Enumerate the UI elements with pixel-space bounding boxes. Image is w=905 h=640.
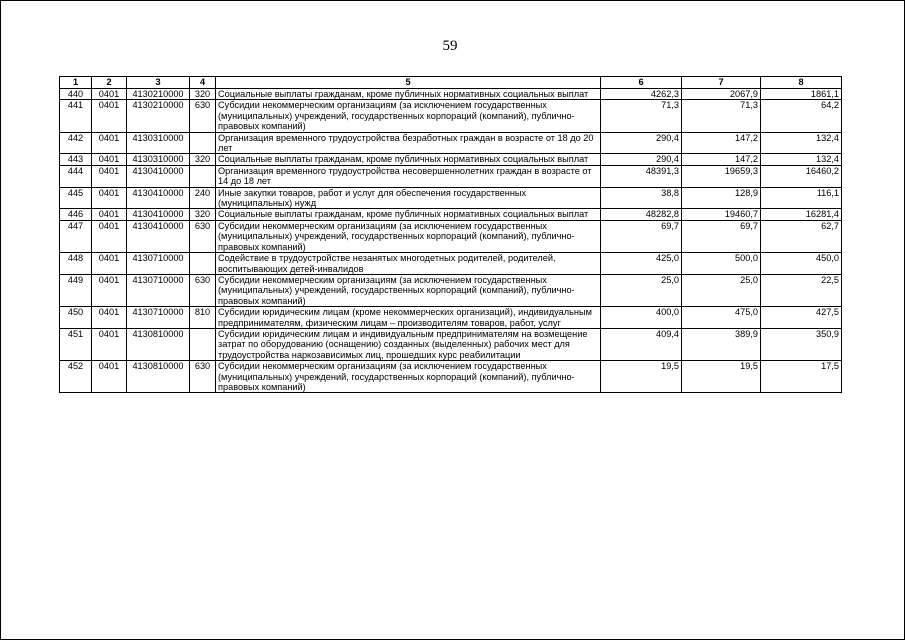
target-article-cell: 4130310000: [127, 132, 190, 154]
amount-col7-cell: 19,5: [682, 361, 761, 393]
column-header: 5: [216, 77, 601, 89]
amount-col8-cell: 1861,1: [761, 89, 842, 100]
expense-type-cell: [190, 328, 216, 360]
amount-col6-cell: 48391,3: [601, 165, 682, 187]
amount-col8-cell: 62,7: [761, 220, 842, 252]
amount-col8-cell: 16460,2: [761, 165, 842, 187]
amount-col8-cell: 132,4: [761, 132, 842, 154]
amount-col7-cell: 500,0: [682, 253, 761, 275]
description-cell: Социальные выплаты гражданам, кроме публичных нормативных социальных выплат: [216, 89, 601, 100]
amount-col8-cell: 22,5: [761, 274, 842, 306]
section-code-cell: 0401: [92, 307, 127, 329]
page-number: 59: [442, 38, 458, 54]
target-article-cell: 4130710000: [127, 253, 190, 275]
table-row: [60, 274, 842, 306]
column-header: 1: [60, 77, 92, 89]
row-number-cell: 441: [60, 100, 92, 132]
amount-col6-cell: 409,4: [601, 328, 682, 360]
table-row: [60, 253, 842, 275]
row-number-cell: 448: [60, 253, 92, 275]
target-article-cell: 4130410000: [127, 165, 190, 187]
row-number-cell: 445: [60, 187, 92, 209]
expense-type-cell: 240: [190, 187, 216, 209]
column-header: 2: [92, 77, 127, 89]
table-row: [60, 154, 842, 165]
amount-col8-cell: 350,9: [761, 328, 842, 360]
target-article-cell: 4130410000: [127, 209, 190, 220]
section-code-cell: 0401: [92, 253, 127, 275]
target-article-cell: 4130710000: [127, 274, 190, 306]
expense-type-cell: 630: [190, 361, 216, 393]
expense-type-cell: 320: [190, 209, 216, 220]
description-cell: Иные закупки товаров, работ и услуг для обеспечения государственных (муниципальных) нужд: [216, 187, 601, 209]
amount-col8-cell: 132,4: [761, 154, 842, 165]
row-number-cell: 443: [60, 154, 92, 165]
target-article-cell: 4130210000: [127, 89, 190, 100]
amount-col6-cell: 48282,8: [601, 209, 682, 220]
section-code-cell: 0401: [92, 165, 127, 187]
description-cell: Субсидии юридическим лицам (кроме некоммерческих организаций), индивидуальным предпринимателям, физическим лицам – производителям товаров, работ, услуг: [216, 307, 601, 329]
target-article-cell: 4130410000: [127, 187, 190, 209]
row-number-cell: 451: [60, 328, 92, 360]
section-code-cell: 0401: [92, 209, 127, 220]
expense-type-cell: 810: [190, 307, 216, 329]
amount-col6-cell: 290,4: [601, 154, 682, 165]
expense-type-cell: 320: [190, 89, 216, 100]
table-row: [60, 361, 842, 393]
description-cell: Организация временного трудоустройства несовершеннолетних граждан в возрасте от 14 до 18 лет: [216, 165, 601, 187]
amount-col7-cell: 475,0: [682, 307, 761, 329]
expense-type-cell: [190, 253, 216, 275]
expense-type-cell: 630: [190, 274, 216, 306]
description-cell: Субсидии юридическим лицам и индивидуальным предпринимателям на возмещение затрат по оборудованию (оснащению) созданных (выделенных) рабочих мест для трудоустройства наркозависимых лиц, прошедших курс реабилитации: [216, 328, 601, 360]
table-row: [60, 307, 842, 329]
expense-type-cell: [190, 165, 216, 187]
expense-type-cell: 630: [190, 220, 216, 252]
amount-col8-cell: 17,5: [761, 361, 842, 393]
amount-col7-cell: 2067,9: [682, 89, 761, 100]
table-row: [60, 132, 842, 154]
amount-col6-cell: 290,4: [601, 132, 682, 154]
amount-col8-cell: 116,1: [761, 187, 842, 209]
section-code-cell: 0401: [92, 187, 127, 209]
target-article-cell: 4130710000: [127, 307, 190, 329]
row-number-cell: 444: [60, 165, 92, 187]
table-row: [60, 89, 842, 100]
description-cell: Социальные выплаты гражданам, кроме публичных нормативных социальных выплат: [216, 209, 601, 220]
expense-type-cell: 320: [190, 154, 216, 165]
target-article-cell: 4130410000: [127, 220, 190, 252]
table-row: [60, 209, 842, 220]
description-cell: Содействие в трудоустройстве незанятых многодетных родителей, родителей, воспитывающих детей-инвалидов: [216, 253, 601, 275]
target-article-cell: 4130210000: [127, 100, 190, 132]
amount-col7-cell: 69,7: [682, 220, 761, 252]
amount-col8-cell: 64,2: [761, 100, 842, 132]
amount-col7-cell: 19659,3: [682, 165, 761, 187]
amount-col8-cell: 16281,4: [761, 209, 842, 220]
amount-col6-cell: 38,8: [601, 187, 682, 209]
row-number-cell: 446: [60, 209, 92, 220]
row-number-cell: 442: [60, 132, 92, 154]
section-code-cell: 0401: [92, 154, 127, 165]
target-article-cell: 4130310000: [127, 154, 190, 165]
section-code-cell: 0401: [92, 89, 127, 100]
section-code-cell: 0401: [92, 274, 127, 306]
description-cell: Субсидии некоммерческим организациям (за исключением государственных (муниципальных) учреждений, государственных корпораций (компаний), публично-правовых компаний): [216, 100, 601, 132]
amount-col7-cell: 147,2: [682, 154, 761, 165]
row-number-cell: 450: [60, 307, 92, 329]
amount-col8-cell: 427,5: [761, 307, 842, 329]
column-header: 6: [601, 77, 682, 89]
column-header: 7: [682, 77, 761, 89]
amount-col7-cell: 389,9: [682, 328, 761, 360]
budget-table: [59, 76, 842, 393]
table-body: [60, 89, 842, 393]
amount-col6-cell: 19,5: [601, 361, 682, 393]
row-number-cell: 452: [60, 361, 92, 393]
table-row: [60, 220, 842, 252]
amount-col7-cell: 19460,7: [682, 209, 761, 220]
section-code-cell: 0401: [92, 328, 127, 360]
table-header-row: [60, 77, 842, 89]
amount-col6-cell: 4262,3: [601, 89, 682, 100]
row-number-cell: 447: [60, 220, 92, 252]
expense-type-cell: 630: [190, 100, 216, 132]
row-number-cell: 449: [60, 274, 92, 306]
amount-col6-cell: 425,0: [601, 253, 682, 275]
description-cell: Субсидии некоммерческим организациям (за исключением государственных (муниципальных) учреждений, государственных корпораций (компаний), публично-правовых компаний): [216, 361, 601, 393]
amount-col6-cell: 69,7: [601, 220, 682, 252]
column-header: 8: [761, 77, 842, 89]
amount-col6-cell: 400,0: [601, 307, 682, 329]
row-number-cell: 440: [60, 89, 92, 100]
target-article-cell: 4130810000: [127, 328, 190, 360]
table-row: [60, 187, 842, 209]
amount-col7-cell: 71,3: [682, 100, 761, 132]
description-cell: Социальные выплаты гражданам, кроме публичных нормативных социальных выплат: [216, 154, 601, 165]
section-code-cell: 0401: [92, 220, 127, 252]
column-header: 3: [127, 77, 190, 89]
description-cell: Организация временного трудоустройства безработных граждан в возрасте от 18 до 20 лет: [216, 132, 601, 154]
description-cell: Субсидии некоммерческим организациям (за исключением государственных (муниципальных) учреждений, государственных корпораций (компаний), публично-правовых компаний): [216, 274, 601, 306]
target-article-cell: 4130810000: [127, 361, 190, 393]
column-header: 4: [190, 77, 216, 89]
amount-col7-cell: 147,2: [682, 132, 761, 154]
table-row: [60, 328, 842, 360]
expense-type-cell: [190, 132, 216, 154]
amount-col7-cell: 25,0: [682, 274, 761, 306]
section-code-cell: 0401: [92, 100, 127, 132]
table-row: [60, 165, 842, 187]
amount-col6-cell: 25,0: [601, 274, 682, 306]
amount-col6-cell: 71,3: [601, 100, 682, 132]
table-row: [60, 100, 842, 132]
description-cell: Субсидии некоммерческим организациям (за исключением государственных (муниципальных) учреждений, государственных корпораций (компаний), публично-правовых компаний): [216, 220, 601, 252]
amount-col8-cell: 450,0: [761, 253, 842, 275]
amount-col7-cell: 128,9: [682, 187, 761, 209]
section-code-cell: 0401: [92, 132, 127, 154]
section-code-cell: 0401: [92, 361, 127, 393]
